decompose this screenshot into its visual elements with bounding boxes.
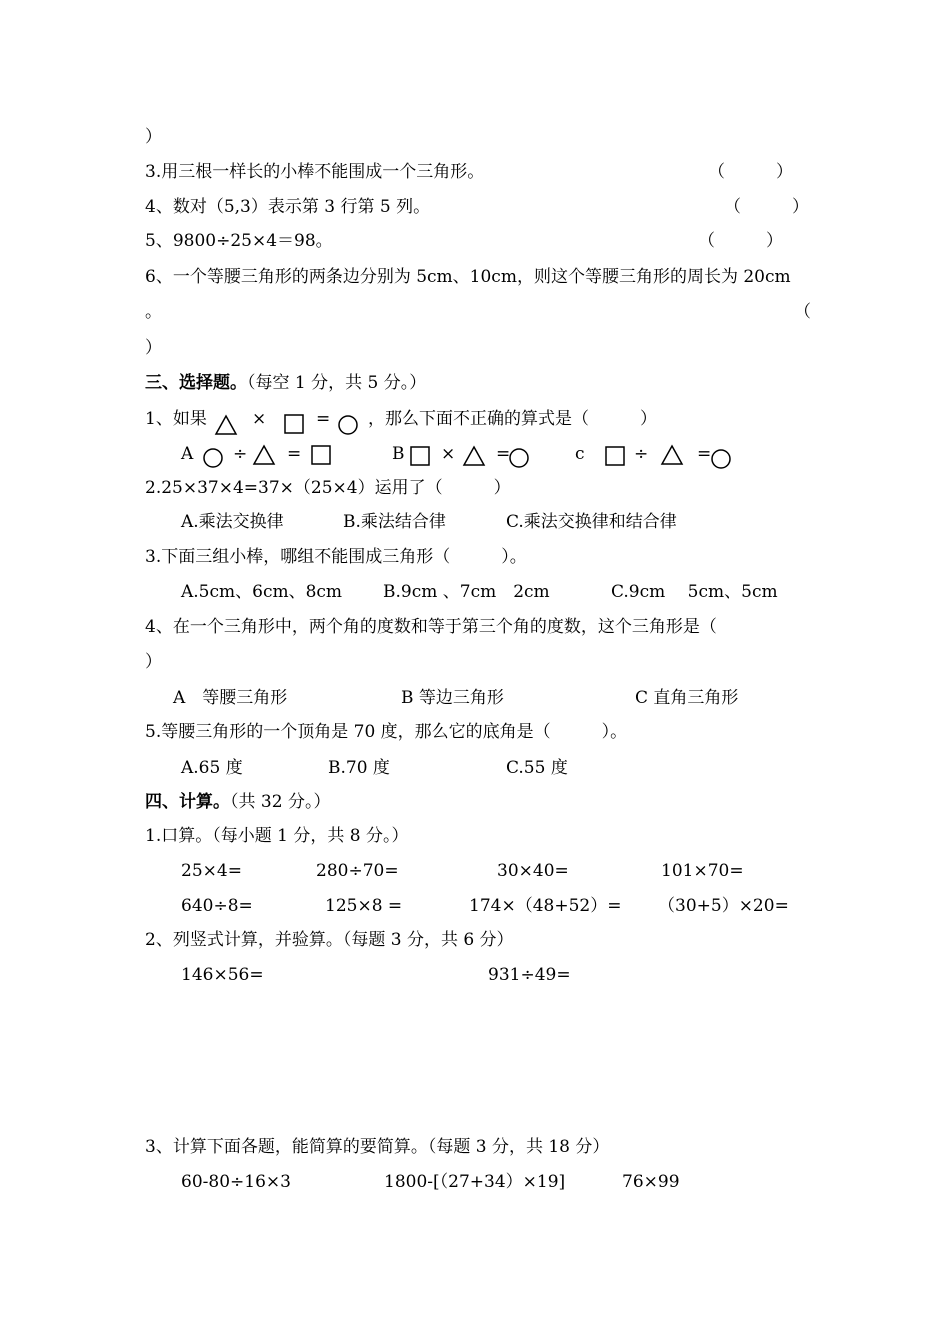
triangle-icon — [462, 445, 486, 467]
continued-paren: ） — [145, 127, 162, 147]
judge-q5-blank[interactable]: （ ） — [698, 231, 783, 251]
option-b-label[interactable]: B — [392, 444, 405, 464]
simplify-item: 1800-[（27+34）×19] — [384, 1172, 566, 1192]
vertical-item: 146×56= — [181, 965, 264, 985]
square-icon — [283, 413, 305, 435]
section3-title: 三、选择题。 — [145, 373, 247, 393]
oral-item: 30×40= — [497, 861, 569, 881]
oral-item: 280÷70= — [316, 861, 399, 881]
choice-q5-b[interactable]: B.70 度 — [328, 758, 390, 778]
option-b-eq: = — [496, 444, 511, 464]
vertical-item: 931÷49= — [488, 965, 571, 985]
oral-item: （30+5）×20= — [658, 896, 789, 916]
circle-icon — [336, 414, 360, 436]
oral-item: 640÷8= — [181, 896, 253, 916]
choice-q5-a[interactable]: A.65 度 — [181, 758, 243, 778]
choice-q2-a[interactable]: A.乘法交换律 — [181, 512, 284, 532]
section3-heading — [145, 372, 426, 394]
calc-part1: 1.口算。（每小题 1 分，共 8 分。） — [145, 826, 409, 846]
section4-note: （共 32 分。） — [230, 792, 331, 812]
option-c-div: ÷ — [634, 444, 649, 464]
oral-item: 101×70= — [661, 861, 744, 881]
oral-item: 125×8 = — [325, 896, 403, 916]
choice-q3-b[interactable]: B.9cm 、7cm 2cm — [383, 582, 550, 602]
square-icon — [604, 445, 626, 467]
option-b-times: × — [441, 444, 456, 464]
judge-q6-blank-close: ） — [145, 338, 162, 358]
choice-q1-tail: ，那么下面不正确的算式是（ ） — [368, 409, 657, 429]
oral-item: 25×4= — [181, 861, 242, 881]
section4-title: 四、计算。 — [145, 792, 230, 812]
circle-icon — [201, 447, 225, 469]
choice-q1-times: × — [252, 409, 267, 429]
judge-q3-blank[interactable]: （ ） — [708, 162, 793, 182]
choice-q4-close: ） — [145, 652, 162, 672]
judge-q5: 5、9800÷25×4＝98。 — [145, 231, 333, 251]
calc-part2: 2、列竖式计算，并验算。（每题 3 分，共 6 分） — [145, 930, 514, 950]
choice-q3-c[interactable]: C.9cm 5cm、5cm — [611, 582, 778, 602]
option-c-label[interactable]: c — [575, 444, 585, 464]
oral-item: 174×（48+52）= — [469, 896, 622, 916]
simplify-item: 76×99 — [622, 1172, 680, 1192]
option-a-label[interactable]: A — [181, 444, 194, 464]
choice-q2: 2.25×37×4=37×（25×4）运用了（ ） — [145, 478, 511, 498]
circle-icon — [507, 447, 531, 469]
choice-q2-b[interactable]: B.乘法结合律 — [343, 512, 446, 532]
triangle-icon — [214, 414, 238, 436]
section3-note: （每空 1 分，共 5 分。） — [247, 373, 427, 393]
square-icon — [409, 445, 431, 467]
section4-heading — [145, 791, 330, 813]
choice-q1-lead: 1、如果 — [145, 409, 207, 429]
choice-q3: 3.下面三组小棒，哪组不能围成三角形（ ）。 — [145, 547, 527, 567]
judge-q6-blank-open[interactable]: （ — [794, 302, 811, 322]
choice-q4-a[interactable]: A 等腰三角形 — [173, 688, 288, 708]
choice-q4: 4、在一个三角形中，两个角的度数和等于第三个角的度数，这个三角形是（ — [145, 617, 717, 637]
calc-part3: 3、计算下面各题，能简算的要简算。（每题 3 分，共 18 分） — [145, 1137, 610, 1157]
option-a-div: ÷ — [233, 444, 248, 464]
option-a-eq: = — [287, 444, 302, 464]
judge-q4: 4、数对（5,3）表示第 3 行第 5 列。 — [145, 197, 431, 217]
judge-q6-cont: 。 — [145, 302, 162, 322]
choice-q3-a[interactable]: A.5cm、6cm、8cm — [181, 582, 343, 602]
square-icon — [310, 444, 332, 466]
choice-q5: 5.等腰三角形的一个顶角是 70 度，那么它的底角是（ ）。 — [145, 722, 628, 742]
choice-q2-c[interactable]: C.乘法交换律和结合律 — [506, 512, 677, 532]
judge-q4-blank[interactable]: （ ） — [724, 197, 809, 217]
judge-q3: 3.用三根一样长的小棒不能围成一个三角形。 — [145, 162, 485, 182]
choice-q5-c[interactable]: C.55 度 — [506, 758, 568, 778]
circle-icon — [709, 448, 733, 470]
triangle-icon — [660, 444, 684, 466]
choice-q1-eq: = — [316, 409, 331, 429]
option-c-eq: = — [697, 444, 712, 464]
choice-q4-c[interactable]: C 直角三角形 — [635, 688, 739, 708]
simplify-item: 60-80÷16×3 — [181, 1172, 291, 1192]
choice-q4-b[interactable]: B 等边三角形 — [401, 688, 504, 708]
judge-q6: 6、一个等腰三角形的两条边分别为 5cm、10cm，则这个等腰三角形的周长为 20cm — [145, 267, 791, 287]
triangle-icon — [252, 444, 276, 466]
